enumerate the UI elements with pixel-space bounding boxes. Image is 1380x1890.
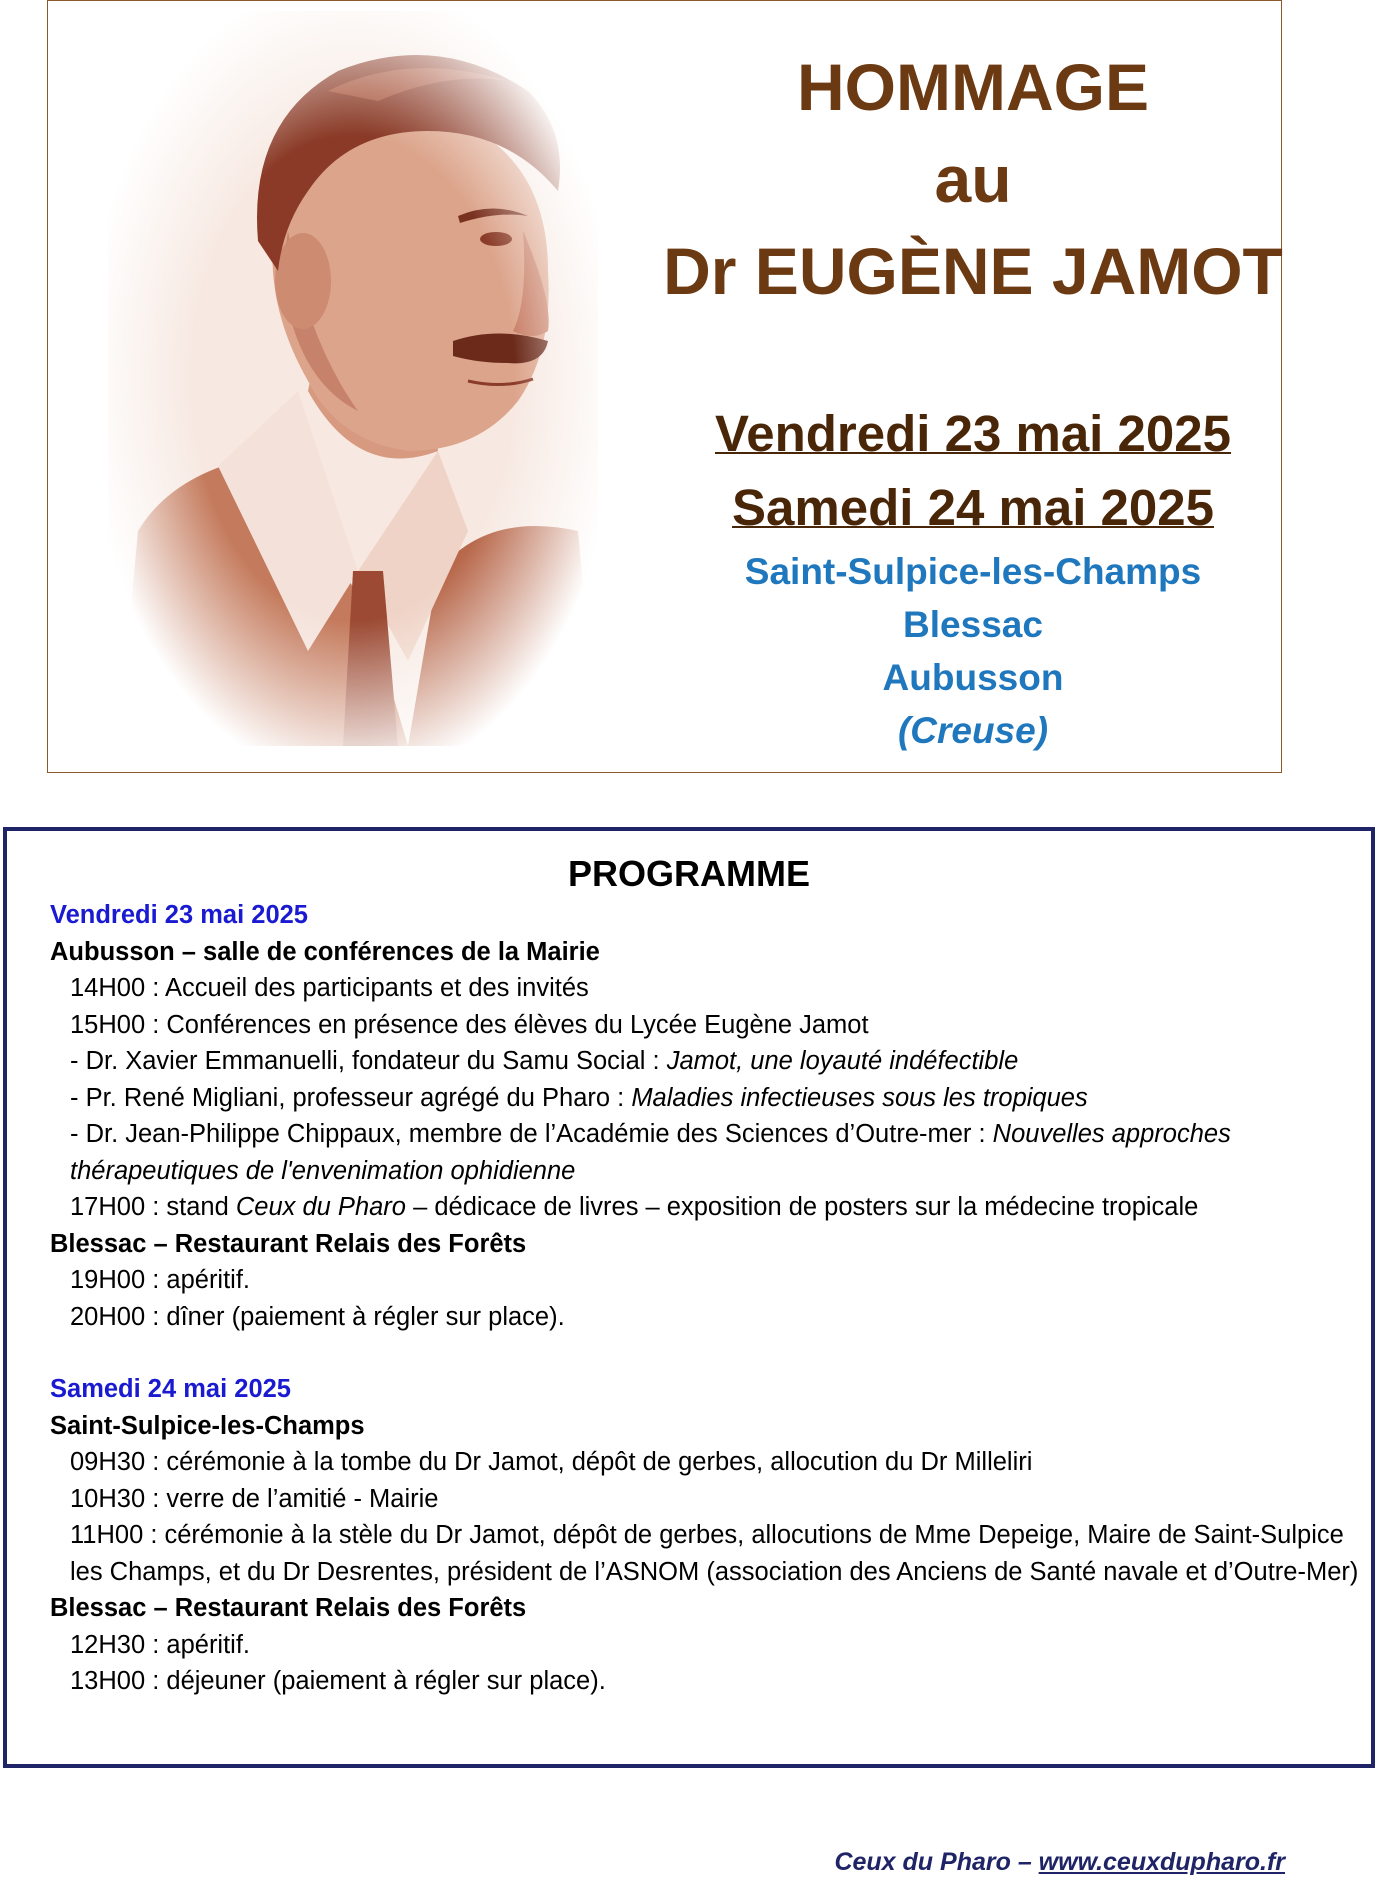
- day1-item-5-speaker: - Dr. Jean-Philippe Chippaux, membre de l’Académie des Sciences d’Outre-mer :: [70, 1120, 993, 1148]
- day1-item-4-talk: Maladies infectieuses sous les tropiques: [631, 1083, 1088, 1112]
- place-aubusson: Aubusson: [882, 657, 1064, 698]
- footer: [834, 1848, 1285, 1877]
- footer-website-link[interactable]: www.ceuxdupharo.fr: [1038, 1848, 1285, 1876]
- day2-item-2: 10H30 : verre de l’amitié - Mairie: [70, 1484, 439, 1513]
- day1-label: Vendredi 23 mai 2025: [50, 901, 308, 929]
- day1-item-6-stand: Ceux du Pharo: [235, 1193, 406, 1221]
- spacer: [50, 1335, 1360, 1371]
- day2-item-5: 13H00 : déjeuner (paiement à régler sur place).: [70, 1667, 606, 1695]
- header-box: [47, 0, 1282, 773]
- day2-item-3: 11H00 : cérémonie à la stèle du Dr Jamot, dépôt de gerbes, allocutions de Mme Depeige, Maire de Saint-Sulpice les Champs, et du Dr Desrentes, président de l’ASNOM (association des Anciens de Santé navale et d’Outre-Mer): [70, 1521, 1359, 1586]
- day2-item-4: 12H30 : apéritif.: [70, 1630, 251, 1659]
- day2-item-1: 09H30 : cérémonie à la tombe du Dr Jamot, dépôt de gerbes, allocution du Dr Milleliri: [70, 1448, 1033, 1476]
- day1-item-6-pre: 17H00 : stand: [70, 1193, 236, 1221]
- programme-title: PROGRAMME: [568, 853, 810, 894]
- day1-item-3-talk: Jamot, une loyauté indéfectible: [666, 1047, 1019, 1075]
- day1-item-5-talk: Nouvelles approches thérapeutiques de l'envenimation ophidienne: [70, 1120, 1231, 1185]
- day1-item-6: [50, 1189, 1360, 1226]
- day2-venue-blessac: Blessac – Restaurant Relais des Forêts: [50, 1594, 527, 1622]
- place-blessac: Blessac: [903, 604, 1043, 645]
- day2-label: Samedi 24 mai 2025: [50, 1375, 291, 1403]
- day1-item-3-speaker: - Dr. Xavier Emmanuelli, fondateur du Samu Social :: [70, 1047, 667, 1075]
- place-region: (Creuse): [897, 710, 1049, 751]
- footer-org: Ceux du Pharo –: [834, 1848, 1039, 1876]
- day1-item-1: 14H00 : Accueil des participants et des invités: [70, 974, 589, 1002]
- day1-item-4-speaker: - Pr. René Migliani, professeur agrégé du Pharo :: [70, 1083, 632, 1112]
- event-dates: [608, 397, 1338, 545]
- title-line-3: Dr EUGÈNE JAMOT: [663, 234, 1283, 308]
- day1-item-5: [50, 1116, 1360, 1189]
- day1-item-3: [50, 1043, 1360, 1080]
- title-block: [608, 41, 1338, 757]
- programme-box: [3, 827, 1375, 1768]
- programme-body: [50, 897, 1360, 1700]
- day1-venue-blessac: Blessac – Restaurant Relais des Forêts: [50, 1229, 527, 1258]
- title-line-1: HOMMAGE: [797, 50, 1149, 124]
- day1-item-4: [50, 1080, 1360, 1117]
- title-line-2: au: [934, 142, 1012, 216]
- day1-item-2: 15H00 : Conférences en présence des élèves du Lycée Eugène Jamot: [70, 1010, 869, 1039]
- day1-venue-aubusson: Aubusson – salle de conférences de la Mairie: [50, 937, 600, 966]
- day1-item-6-post: – dédicace de livres – exposition de posters sur la médecine tropicale: [405, 1193, 1199, 1221]
- day1-item-8: 20H00 : dîner (paiement à régler sur place).: [70, 1302, 565, 1331]
- date-saturday: Samedi 24 mai 2025: [732, 479, 1214, 536]
- date-friday: Vendredi 23 mai 2025: [715, 405, 1231, 462]
- place-saint-sulpice: Saint-Sulpice-les-Champs: [744, 551, 1202, 592]
- portrait-image: [108, 11, 598, 746]
- day1-item-7: 19H00 : apéritif.: [70, 1266, 251, 1294]
- day2-venue-saint-sulpice: Saint-Sulpice-les-Champs: [50, 1411, 365, 1440]
